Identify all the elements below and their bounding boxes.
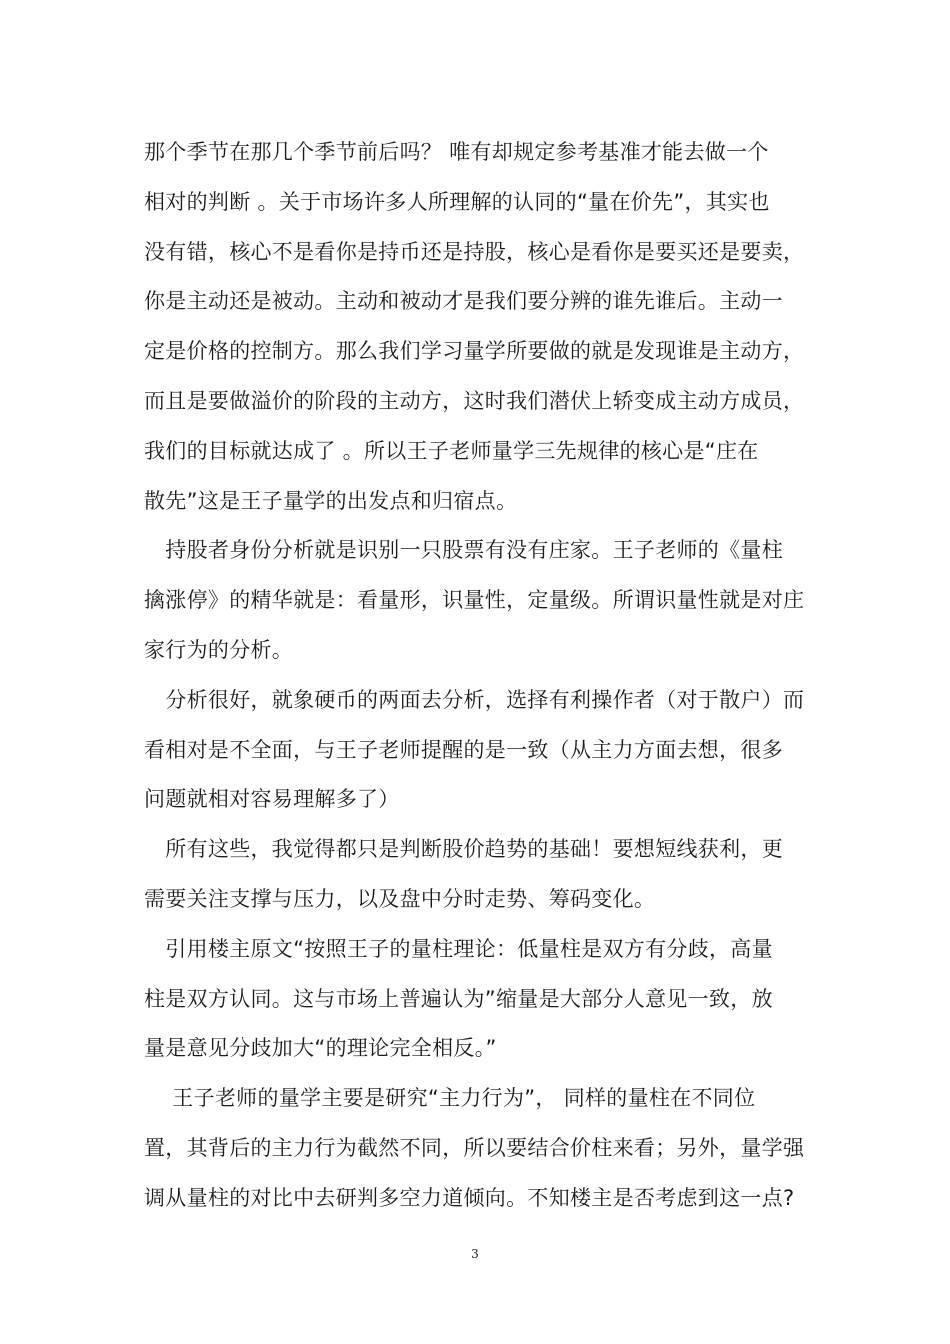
paragraph-5 [144, 925, 816, 1074]
paragraph-4 [144, 825, 816, 925]
document-body [144, 128, 816, 1224]
text-line: 置，其背后的主力行为截然不同，所以要结合价柱来看；另外，量学强 [144, 1135, 805, 1160]
text-line: 分析很好，就象硬币的两面去分析，选择有利操作者（对于散户）而 [144, 687, 805, 712]
text-line: 需要关注支撑与压力，以及盘中分时走势、筹码变化。 [144, 886, 656, 911]
paragraph-3 [144, 676, 816, 825]
text-line: 问题就相对容易理解多了） [144, 787, 400, 812]
text-line: 你是主动还是被动。主动和被动才是我们要分辨的谁先谁后。主动一 [144, 289, 783, 314]
page-number: 3 [471, 1247, 479, 1261]
text-line: 没有错，核心不是看你是持币还是持股，核心是看你是要买还是要卖， [144, 239, 805, 264]
paragraph-6 [144, 1074, 816, 1223]
text-line: 引用楼主原文“按照王子的量柱理论：低量柱是双方有分歧，高量 [144, 936, 773, 961]
text-line: 定是价格的控制方。那么我们学习量学所要做的就是发现谁是主动方， [144, 339, 805, 364]
text-line: 所有这些，我觉得都只是判断股价趋势的基础！要想短线获利，更 [144, 837, 783, 862]
text-line: 王子老师的量学主要是研究“主力行为”， 同样的量柱在不同位 [144, 1086, 756, 1111]
text-line: 看相对是不全面，与王子老师提醒的是一致（从主力方面去想，很多 [144, 737, 783, 762]
text-line: 家行为的分析。 [144, 637, 294, 662]
text-line: 而且是要做溢价的阶段的主动方，这时我们潜伏上轿变成主动方成员， [144, 388, 805, 413]
text-line: 擒涨停》的精华就是：看量形，识量性，定量级。所谓识量性就是对庄 [144, 588, 805, 613]
text-line: 散先”这是王子量学的出发点和归宿点。 [144, 488, 518, 513]
text-line: 调从量柱的对比中去研判多空力道倾向。不知楼主是否考虑到这一点? [144, 1185, 795, 1210]
text-line: 我们的目标就达成了 。所以王子老师量学三先规律的核心是“庄在 [144, 438, 759, 463]
text-line: 相对的判断 。关于市场许多人所理解的认同的“量在价先”，其实也 [144, 189, 770, 214]
paragraph-2 [144, 526, 816, 675]
text-line: 柱是双方认同。这与市场上普遍认为”缩量是大部分人意见一致，放 [144, 986, 773, 1011]
text-line: 量是意见分歧加大“的理论完全相反。” [144, 1036, 497, 1061]
text-line: 那个季节在那几个季节前后吗？ 唯有却规定参考基准才能去做一个 [144, 140, 769, 164]
text-line: 持股者身份分析就是识别一只股票有没有庄家。王子老师的《量柱 [144, 538, 783, 563]
paragraph-1 [144, 128, 816, 526]
